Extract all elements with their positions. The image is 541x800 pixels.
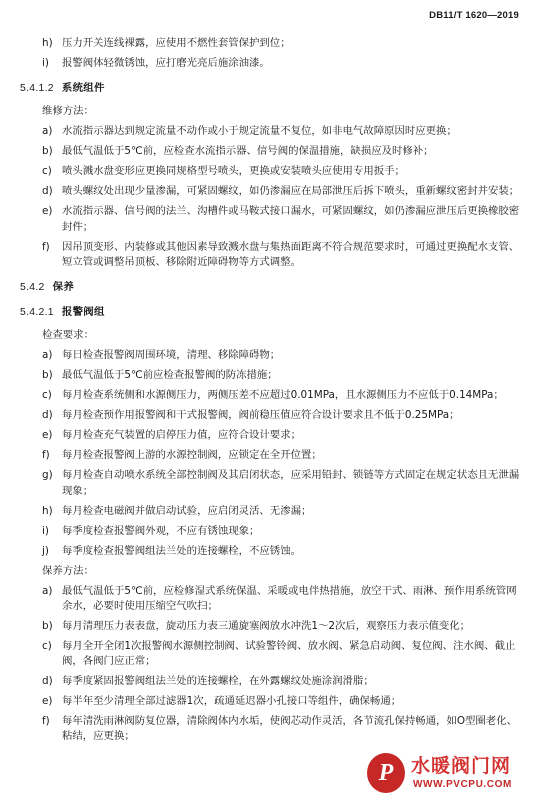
list-item: c) 每月全开全闭1次报警阀水源侧控制阀、试验警铃阀、放水阀、紧急启动阀、复位阀、注水阀、截止阀，各阀门应正常；	[42, 639, 516, 668]
list-item: b) 最低气温低于5℃前应检查报警阀的防冻措施；	[42, 369, 278, 382]
list-item: d) 喷头螺纹处出现少量渗漏，可紧固螺纹，如仍渗漏应在局部泄压后拆下喷头，重新螺纹密封并安装；	[42, 185, 520, 198]
list-item: i) 报警阀体轻微锈蚀，应打磨光亮后施涂油漆。	[42, 57, 270, 69]
list-item: f) 每月检查报警阀上游的水源控制阀，应锁定在全开位置；	[42, 449, 322, 462]
watermark-url: WWW.PVCPU.COM	[413, 779, 512, 790]
repair-list	[20, 124, 523, 270]
list-item: b) 最低气温低于5℃前，应检查水流指示器、信号阀的保温措施，缺损应及时修补；	[42, 145, 434, 158]
top-items	[20, 36, 523, 71]
document-content	[20, 36, 523, 749]
list-item: j) 每季度检查报警阀组法兰处的连接螺栓，不应锈蚀。	[42, 544, 301, 557]
list-item: c) 喷头溅水盘变形应更换同规格型号喷头，更换或安装喷头应使用专用扳手；	[42, 165, 405, 178]
maint-intro: 保养方法：	[42, 564, 94, 577]
maint-list	[20, 584, 523, 745]
watermark-title: 水暖阀门网	[411, 755, 512, 777]
repair-intro: 维修方法：	[42, 105, 94, 118]
standard-code: DB11/T 1620—2019	[429, 10, 519, 21]
pvcpu-logo-icon: P	[367, 753, 405, 793]
list-item: h) 压力开关连线裸露，应使用不燃性套管保护到位；	[42, 37, 291, 49]
list-item: f) 每年清洗雨淋阀防复位器，清除阀体内水垢，使阀芯动作灵活，各节流孔保持畅通，如O型圈老化、粘结，应更换；	[42, 715, 517, 743]
site-watermark	[367, 751, 537, 797]
list-item: e) 每月检查充气装置的启停压力值，应符合设计要求；	[42, 429, 301, 442]
list-item: d) 每季度紧固报警阀组法兰处的连接螺栓，在外露螺纹处施涂润滑脂；	[42, 675, 374, 688]
list-item: f) 因吊顶变形、内装修或其他因素导致溅水盘与集热面距离不符合规范要求时，可通过更换配水支管、短立管或调整吊顶板、移除附近障碍物等方式调整。	[42, 240, 520, 268]
list-item: b) 每月清理压力表表盘，旋动压力表三通旋塞阀放水冲洗1～2次后，观察压力表示值变化；	[42, 619, 471, 632]
list-item: h) 每月检查电磁阀并做启动试验，应启闭灵活、无渗漏；	[42, 504, 312, 517]
section-heading-5-4-1-2: 5.4.1.2 系统组件	[20, 82, 105, 95]
section-heading-5-4-2-1: 5.4.2.1 报警阀组	[20, 306, 105, 319]
list-item: a) 最低气温低于5℃前，应检修湿式系统保温、采暖或电伴热措施，放空干式、雨淋、预作用系统管网余水，必要时使用压缩空气吹扫；	[42, 584, 517, 612]
check-intro: 检查要求：	[42, 329, 94, 342]
list-item: i) 每季度检查报警阀外观，不应有锈蚀现象；	[42, 524, 260, 537]
list-item: a) 水流指示器达到规定流量不动作或小于规定流量不复位，如非电气故障原因时应更换；	[42, 125, 457, 138]
list-item: e) 每半年至少清理全部过滤器1次，疏通延迟器小孔接口等组件，确保畅通；	[42, 695, 402, 708]
list-item: g) 每月检查自动喷水系统全部控制阀及其启闭状态，应采用铅封、锁链等方式固定在规定状态且无泄漏现象；	[42, 469, 520, 497]
list-item: e) 水流指示器、信号阀的法兰、沟槽件或马鞍式接口漏水，可紧固螺纹，如仍渗漏应泄压后更换橡胶密封件；	[42, 205, 520, 233]
check-list	[20, 348, 523, 558]
list-item: c) 每月检查系统侧和水源侧压力，两侧压差不应超过0.01MPa，且水源侧压力不应低于0.14MPa；	[42, 389, 504, 402]
list-item: a) 每日检查报警阀周围环境，清理、移除障碍物；	[42, 349, 281, 362]
list-item: d) 每月检查预作用报警阀和干式报警阀，阀前稳压值应符合设计要求且不低于0.25MPa；	[42, 409, 460, 422]
section-heading-5-4-2: 5.4.2 保养	[20, 281, 75, 294]
